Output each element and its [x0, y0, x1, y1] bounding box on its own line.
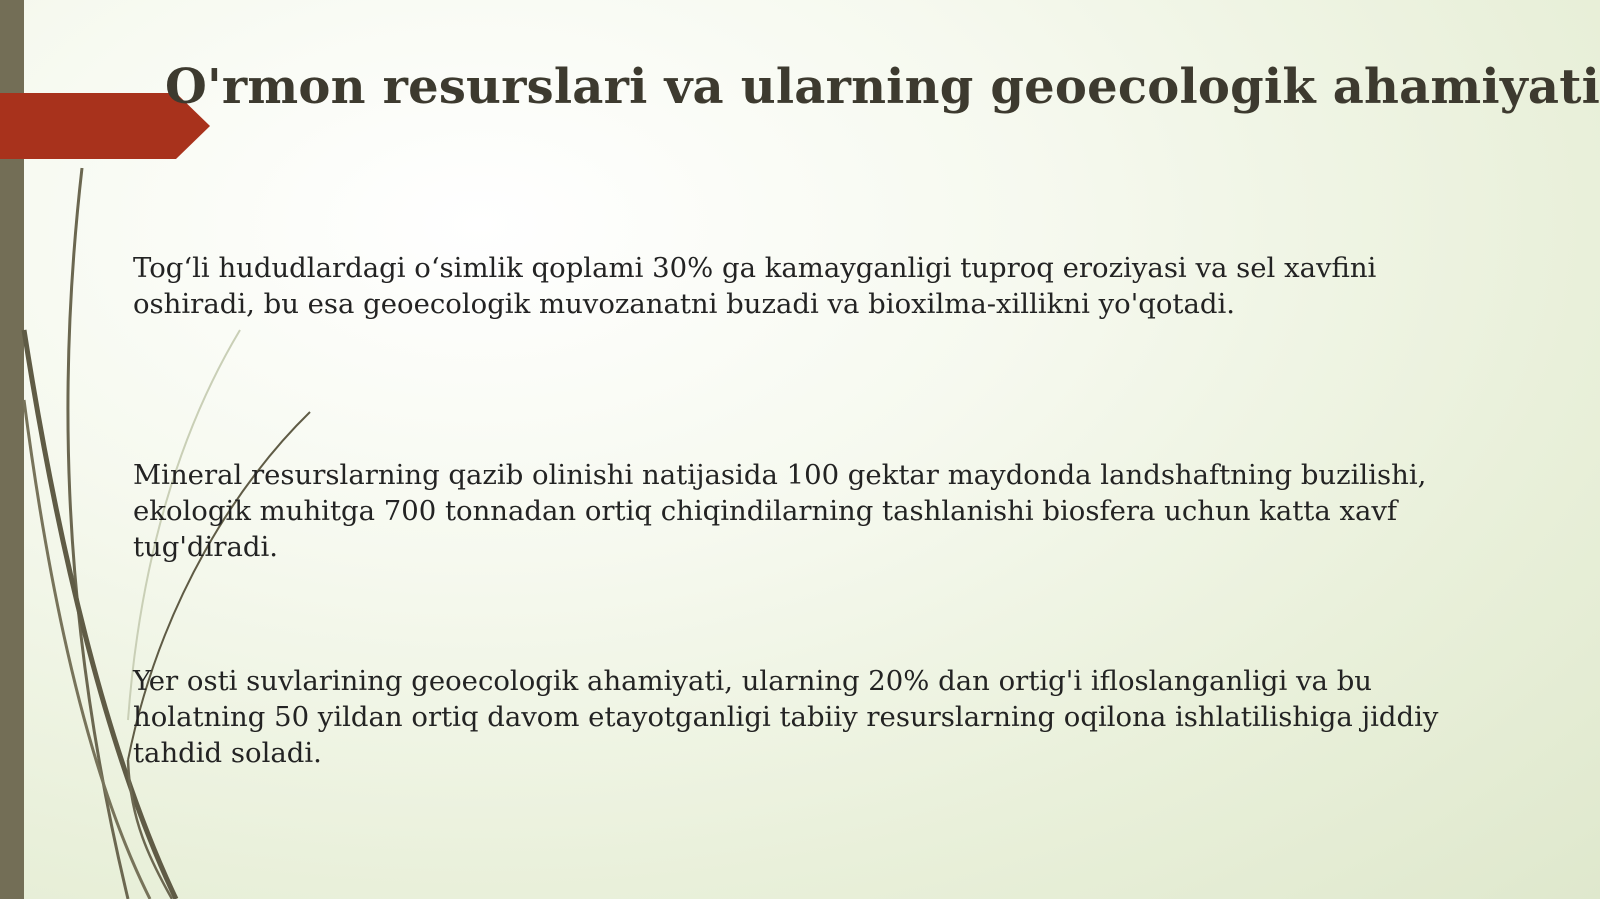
body-paragraph-groundwater: Yer osti suvlarining geoecologik ahamiyati, ularning 20% dan ortig'i ifloslanganligi va bu holatning 50 yildan ortiq davom etayotganligi tabiiy resurslarning oqilona ishlatilishiga jiddiy tahdid soladi.	[133, 665, 1439, 769]
slide-title: O'rmon resurslari va ularning geoecologik ahamiyati	[165, 59, 1600, 115]
body-paragraph-minerals: Mineral resurslarning qazib olinishi natijasida 100 gektar maydonda landshaftning buzilishi, ekologik muhitga 700 tonnadan ortiq chiqindilarning tashlanishi biosfera uchun katta xavf tug'diradi.	[133, 459, 1427, 563]
body-paragraph-vegetation: Tog‘li hududlardagi o‘simlik qoplami 30% ga kamayganligi tuproq eroziyasi va sel xavfini oshiradi, bu esa geoecologik muvozanatni buzadi va bioxilma-xillikni yo'qotadi.	[133, 252, 1377, 320]
